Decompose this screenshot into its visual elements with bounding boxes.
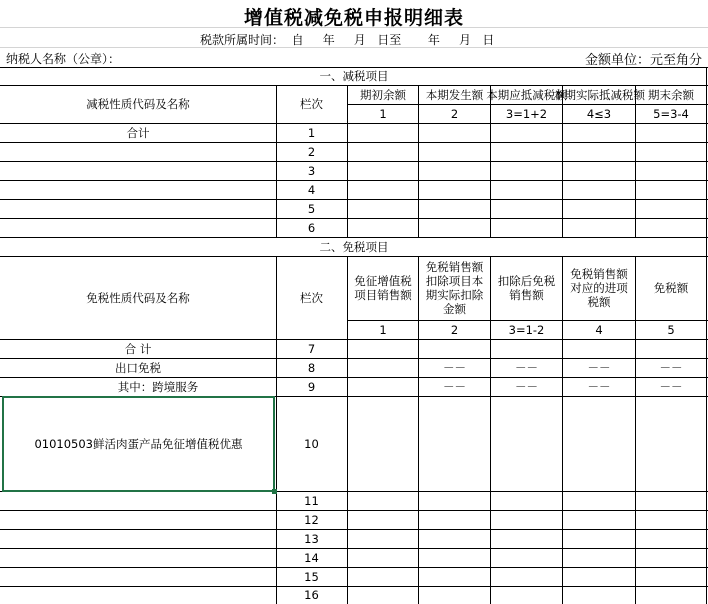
cross-border-services-label: 其中：跨境服务: [117, 379, 199, 394]
section2-formula: 2: [450, 322, 459, 337]
line-number: 14: [304, 550, 319, 565]
dash-cell: －－: [515, 379, 538, 394]
section1-formula: 2: [450, 106, 459, 121]
line-number: 13: [304, 531, 319, 546]
section2-col-header: 免征增值税项目销售额: [354, 274, 412, 302]
section1-formula: 5=3-4: [653, 106, 689, 121]
line-number: 3: [307, 163, 316, 178]
section2-name-header: 免税性质代码及名称: [86, 290, 190, 305]
line-number: 4: [307, 182, 316, 197]
section2-col-header: 扣除后免税销售额: [497, 274, 556, 302]
section2-formula: 1: [379, 322, 387, 337]
exemption-code-cell[interactable]: 01010503鲜活肉蛋产品免征增值税优惠: [34, 437, 243, 451]
section2-formula: 5: [667, 322, 675, 337]
section1-title: 一、减税项目: [319, 69, 389, 83]
tax-period: 税款所属时间： 自 年 月 日至 年 月 日: [200, 33, 495, 47]
section2-col-header: 免税销售额对应的进项税额: [570, 267, 628, 309]
line-number: 12: [304, 512, 319, 527]
dash-cell: －－: [443, 379, 466, 394]
section2-total-label: 合 计: [124, 341, 152, 356]
line-number: 5: [307, 201, 316, 216]
section1-formula: 4≤3: [586, 106, 612, 121]
dash-cell: －－: [587, 360, 611, 375]
section1-total-label: 合计: [126, 125, 150, 140]
section2-col-header: 免税销售额扣除项目本期实际扣除金额: [425, 260, 484, 316]
dash-cell: －－: [659, 360, 683, 375]
form-title: 增值税减免税申报明细表: [243, 7, 464, 29]
line-number: 1: [307, 125, 316, 140]
dash-cell: －－: [443, 360, 466, 375]
section1-col-header: 期末余额: [648, 87, 694, 102]
line-number: 8: [307, 360, 316, 375]
dash-cell: －－: [659, 379, 683, 394]
line-number: 9: [307, 379, 316, 394]
line-number: 10: [304, 437, 319, 451]
selected-cell-border: [2, 396, 275, 492]
taxpayer-name-label: 纳税人名称（公章）：: [6, 52, 121, 66]
section1-col-header: 期初余额: [360, 87, 406, 102]
section2-line-header: 栏次: [300, 290, 323, 305]
line-number: 7: [307, 341, 316, 356]
line-number: 16: [304, 588, 319, 602]
section1-col-header: 本期应抵减税额: [486, 87, 567, 102]
line-number: 11: [304, 493, 319, 508]
section2-title: 二、免税项目: [319, 239, 389, 254]
section1-formula: 1: [379, 106, 387, 121]
export-exemption-label: 出口免税: [115, 360, 161, 375]
section1-col-header: 本期实际抵减税额: [553, 87, 645, 102]
amount-unit: 金额单位：元至角分: [584, 53, 702, 68]
section2-col-header: 免税额: [653, 281, 689, 295]
dash-cell: －－: [587, 379, 611, 394]
section2-formula: 4: [595, 322, 603, 337]
line-number: 15: [304, 569, 319, 584]
section1-formula: 3=1+2: [505, 106, 548, 121]
section1-col-header: 本期发生额: [425, 87, 484, 102]
section1-name-header: 减税性质代码及名称: [86, 97, 190, 111]
section1-line-header: 栏次: [300, 97, 323, 111]
line-number: 6: [307, 220, 316, 235]
dash-cell: －－: [515, 360, 538, 375]
section2-formula: 3=1-2: [508, 322, 545, 337]
line-number: 2: [307, 144, 316, 159]
